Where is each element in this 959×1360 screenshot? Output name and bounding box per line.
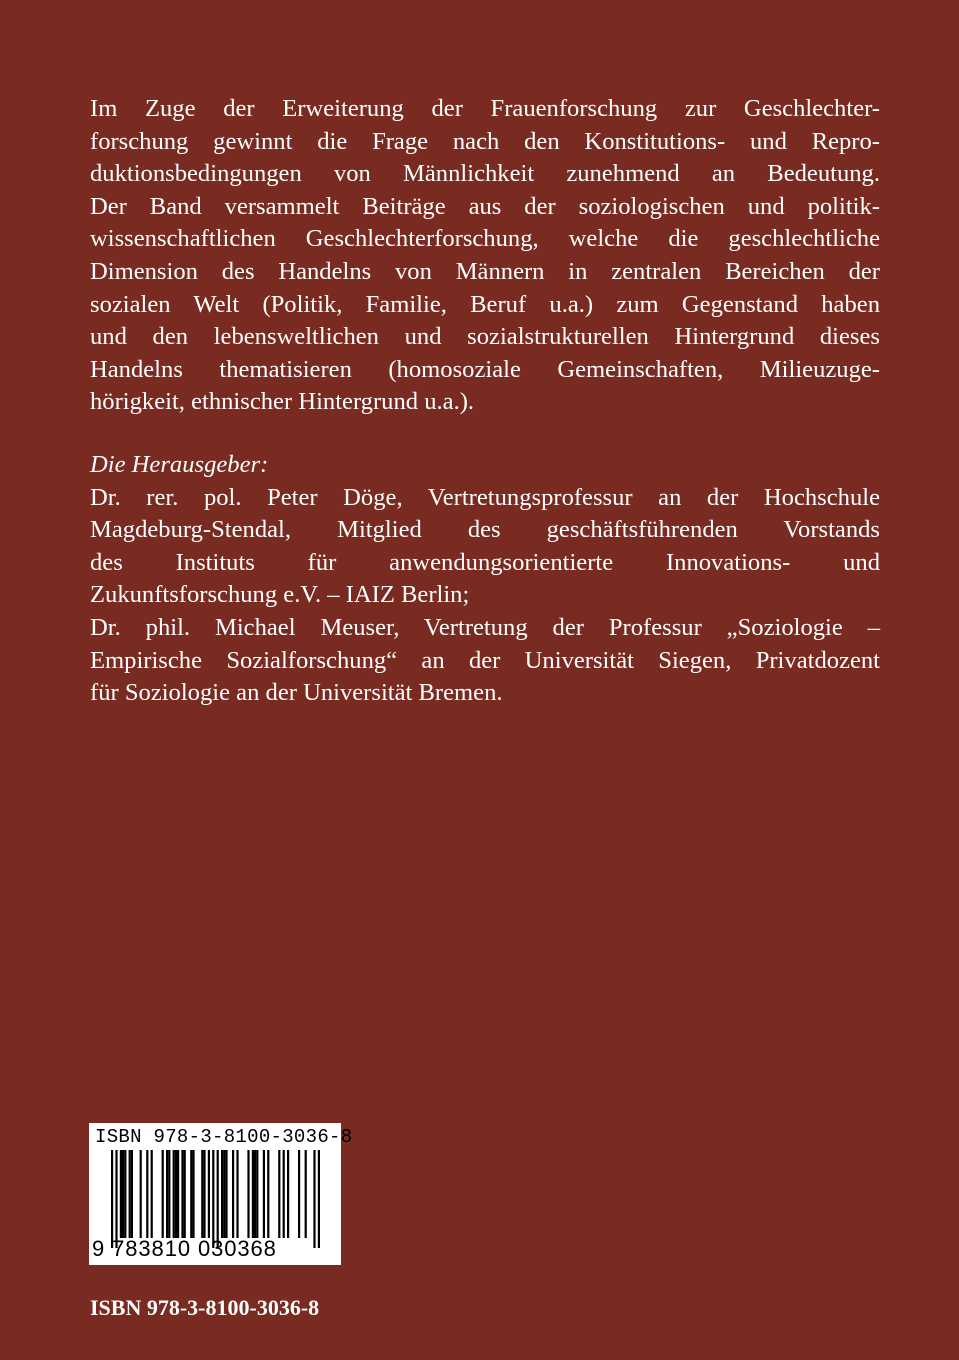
barcode-bar <box>278 1150 280 1238</box>
barcode-bar <box>305 1150 307 1238</box>
blurb-line: und den lebensweltlichen und sozialstrukturellen Hintergrund dieses <box>90 323 880 351</box>
blurb-line: wissenschaftlichen Geschlechterforschung, welche die geschlechtliche <box>90 225 880 253</box>
barcode-bar <box>236 1150 238 1238</box>
barcode-guard-bar <box>115 1150 117 1248</box>
barcode-label <box>89 1123 353 1265</box>
barcode-bar <box>122 1150 124 1238</box>
blurb-line: Handelns thematisieren (homosoziale Gemeinschaften, Milieuzuge- <box>90 355 880 383</box>
barcode-guard-bar <box>318 1150 320 1248</box>
editors-line: Zukunftsforschung e.V. – IAIZ Berlin; <box>90 581 470 609</box>
barcode-guard-bar <box>217 1150 219 1248</box>
blurb-line: Im Zuge der Erweiterung der Frauenforschung zur Geschlechter- <box>90 95 880 122</box>
barcode-bar <box>166 1150 168 1238</box>
barcode-bar <box>203 1150 205 1238</box>
blurb-text <box>90 93 880 710</box>
barcode-bar <box>175 1150 177 1238</box>
barcode-bar <box>254 1150 256 1238</box>
barcode-bar <box>151 1150 153 1238</box>
blurb-line: duktionsbedingungen von Männlichkeit zunehmend an Bedeutung. <box>90 160 880 188</box>
barcode-bar <box>208 1150 210 1238</box>
barcode-bar <box>181 1150 183 1238</box>
barcode-bar <box>263 1150 265 1238</box>
barcode-bar <box>225 1150 227 1238</box>
barcode-digits: 9 783810 030368 <box>92 1236 277 1261</box>
barcode-bar <box>287 1150 289 1238</box>
editors-line: Magdeburg-Stendal, Mitglied des geschäftsführenden Vorstands <box>90 516 880 544</box>
barcode-bar <box>267 1150 269 1238</box>
barcode-bar <box>221 1150 223 1238</box>
editors-line: Dr. phil. Michael Meuser, Vertretung der Professur „Soziologie – <box>90 613 880 641</box>
barcode-bar <box>283 1150 285 1238</box>
blurb-line: hörigkeit, ethnischer Hintergrund u.a.). <box>90 388 475 416</box>
barcode-bar <box>232 1150 234 1238</box>
barcode-bar <box>192 1150 194 1238</box>
blurb-line: forschung gewinnt die Frage nach den Konstitutions- und Repro- <box>90 127 880 155</box>
barcode-bar <box>146 1150 148 1238</box>
barcode-bar <box>177 1150 179 1238</box>
barcode-bar <box>162 1150 164 1238</box>
blurb-line: Der Band versammelt Beiträge aus der soziologischen und politik- <box>90 192 880 220</box>
blurb-line: Dimension des Handelns von Männern in zentralen Bereichen der <box>90 257 880 285</box>
barcode-bar <box>129 1150 131 1238</box>
barcode-isbn-text: ISBN 978-3-8100-3036-8 <box>95 1126 353 1148</box>
barcode-bar <box>190 1150 192 1238</box>
editors-line: für Soziologie an der Universität Bremen. <box>90 679 503 707</box>
editors-line: Dr. rer. pol. Peter Döge, Vertretungsprofessur an der Hochschule <box>90 483 880 511</box>
barcode-guard-bar <box>313 1150 315 1248</box>
barcode-bar <box>140 1150 142 1238</box>
barcode-bar <box>184 1150 186 1238</box>
barcode-bar <box>173 1150 175 1238</box>
editors-heading: Die Herausgeber: <box>90 450 269 478</box>
blurb-line: sozialen Welt (Politik, Familie, Beruf u.a.) zum Gegenstand haben <box>90 290 880 318</box>
barcode-bar <box>298 1150 300 1238</box>
barcode-bar <box>131 1150 133 1238</box>
barcode-bar <box>201 1150 203 1238</box>
barcode-bar <box>247 1150 249 1238</box>
barcode-bar <box>252 1150 254 1238</box>
isbn-text: ISBN 978-3-8100-3036-8 <box>90 1295 320 1320</box>
barcode-bar <box>124 1150 126 1238</box>
barcode-guard-bar <box>111 1150 113 1248</box>
editors-line: des Instituts für anwendungsorientierte Innovations- und <box>90 548 880 576</box>
editors-line: Empirische Sozialforschung“ an der Universität Siegen, Privatdozent <box>90 646 880 674</box>
barcode-bar <box>168 1150 170 1238</box>
barcode-bar <box>120 1150 122 1238</box>
barcode-bar <box>223 1150 225 1238</box>
barcode-bar <box>256 1150 258 1238</box>
barcode-guard-bar <box>212 1150 214 1248</box>
paragraph-gap <box>90 419 880 449</box>
